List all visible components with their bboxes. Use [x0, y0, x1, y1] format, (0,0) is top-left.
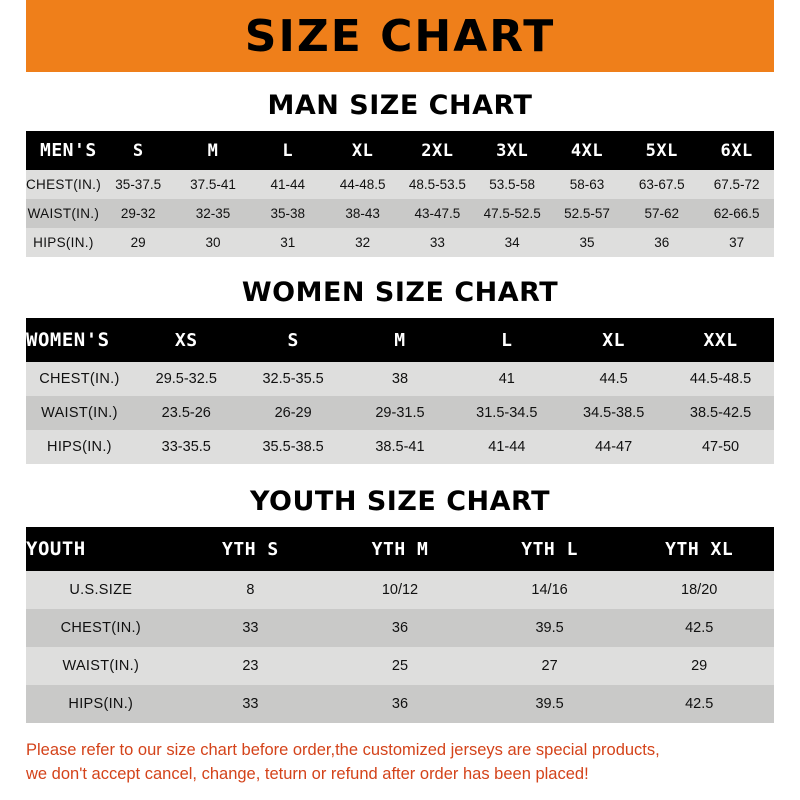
youth-waist-m: 25 — [391, 658, 409, 674]
men-row-hips-label: HIPS(IN.) — [33, 235, 94, 250]
men-section-title: MAN SIZE CHART — [267, 90, 533, 121]
men-hips-s: 29 — [130, 235, 146, 250]
women-hips-xs: 33-35.5 — [161, 439, 211, 455]
women-row-chest-label: CHEST(IN.) — [39, 371, 120, 387]
men-header-m: M — [207, 140, 219, 161]
table-header-row — [26, 527, 774, 571]
header-left-margin — [0, 0, 26, 72]
women-waist-l: 31.5-34.5 — [476, 405, 538, 421]
men-chest-2xl: 48.5-53.5 — [408, 177, 466, 192]
youth-row-waist-label: WAIST(IN.) — [62, 658, 140, 674]
women-chest-l: 41 — [498, 371, 515, 387]
table-row — [26, 199, 774, 228]
men-chest-5xl: 63-67.5 — [638, 177, 685, 192]
women-header-xs: XS — [174, 329, 198, 351]
women-waist-s: 26-29 — [274, 405, 312, 421]
women-chest-xs: 29.5-32.5 — [155, 371, 217, 387]
women-waist-m: 29-31.5 — [375, 405, 425, 421]
youth-hips-xl: 42.5 — [685, 696, 714, 712]
women-row-waist-label: WAIST(IN.) — [41, 405, 118, 421]
men-hips-3xl: 34 — [504, 235, 520, 250]
table-row — [26, 571, 774, 609]
women-hips-m: 38.5-41 — [375, 439, 425, 455]
women-hips-xl: 44-47 — [595, 439, 633, 455]
women-section-title: WOMEN SIZE CHART — [241, 277, 559, 308]
men-hips-6xl: 37 — [729, 235, 745, 250]
women-chest-xxl: 44.5-48.5 — [689, 371, 752, 387]
youth-ussize-l: 14/16 — [531, 582, 568, 598]
men-chest-4xl: 58-63 — [569, 177, 605, 192]
men-header-l: L — [282, 140, 294, 161]
table-row — [26, 362, 774, 396]
table-row — [26, 170, 774, 199]
footer-note — [26, 739, 774, 787]
page-title: SIZE CHART — [244, 10, 556, 62]
youth-hips-s: 33 — [242, 696, 259, 712]
women-row-hips-label: HIPS(IN.) — [47, 439, 112, 455]
men-header-2xl: 2XL — [421, 140, 454, 161]
header-right-margin — [774, 0, 800, 72]
youth-chest-s: 33 — [242, 620, 259, 636]
table-row — [26, 609, 774, 647]
youth-size-table — [26, 527, 774, 723]
men-header-4xl: 4XL — [570, 140, 604, 161]
men-header-5xl: 5XL — [645, 140, 678, 161]
youth-waist-s: 23 — [242, 658, 259, 674]
youth-header-m: YTH M — [371, 538, 429, 560]
women-header-l: L — [501, 329, 513, 351]
men-hips-2xl: 33 — [429, 235, 445, 250]
men-header-xl: XL — [351, 140, 374, 161]
youth-row-hips-label: HIPS(IN.) — [68, 696, 134, 712]
men-chest-xl: 44-48.5 — [339, 177, 386, 192]
table-row — [26, 228, 774, 257]
women-waist-xl: 34.5-38.5 — [583, 405, 645, 421]
men-waist-5xl: 57-62 — [644, 206, 680, 221]
table-header-row — [26, 318, 774, 362]
men-waist-xl: 38-43 — [345, 206, 380, 221]
youth-header-l: YTH L — [521, 538, 578, 560]
youth-chest-xl: 42.5 — [685, 620, 714, 636]
youth-ussize-m: 10/12 — [381, 582, 419, 598]
women-header-label: WOMEN'S — [26, 329, 110, 351]
men-hips-4xl: 35 — [579, 235, 595, 250]
women-hips-s: 35.5-38.5 — [262, 439, 324, 455]
youth-header-label: YOUTH — [26, 538, 86, 560]
men-waist-3xl: 47.5-52.5 — [483, 206, 541, 221]
table-row — [26, 647, 774, 685]
men-waist-2xl: 43-47.5 — [414, 206, 461, 221]
men-hips-xl: 32 — [355, 235, 371, 250]
youth-row-ussize-label: U.S.SIZE — [69, 582, 133, 598]
men-hips-l: 31 — [280, 235, 296, 250]
women-chest-s: 32.5-35.5 — [262, 371, 324, 387]
men-hips-5xl: 36 — [654, 235, 670, 250]
men-header-6xl: 6XL — [720, 140, 753, 161]
youth-hips-l: 39.5 — [535, 696, 564, 712]
women-size-table — [26, 318, 774, 464]
footer-note-line-2: we don't accept cancel, change, teturn or refund after order has been placed! — [26, 764, 589, 783]
header-band — [0, 0, 800, 72]
youth-waist-xl: 29 — [691, 658, 708, 674]
men-chest-3xl: 53.5-58 — [489, 177, 536, 192]
men-header-3xl: 3XL — [496, 140, 529, 161]
men-chest-s: 35-37.5 — [115, 177, 162, 192]
content-area — [0, 90, 800, 787]
men-chest-m: 37.5-41 — [190, 177, 236, 192]
women-chest-xl: 44.5 — [599, 371, 628, 387]
table-row — [26, 396, 774, 430]
women-header-m: M — [394, 329, 406, 351]
youth-header-xl: YTH XL — [665, 538, 734, 560]
women-header-s: S — [287, 329, 299, 351]
men-row-waist-label: WAIST(IN.) — [27, 206, 100, 221]
women-hips-xxl: 47-50 — [701, 439, 740, 455]
men-size-table — [26, 131, 774, 257]
men-waist-6xl: 62-66.5 — [713, 206, 760, 221]
men-row-chest-label: CHEST(IN.) — [26, 177, 101, 192]
men-waist-s: 29-32 — [120, 206, 156, 221]
table-row — [26, 430, 774, 464]
youth-waist-l: 27 — [541, 658, 558, 674]
men-waist-4xl: 52.5-57 — [564, 206, 610, 221]
men-chest-6xl: 67.5-72 — [713, 177, 760, 192]
footer-note-line-1: Please refer to our size chart before order,the customized jerseys are special products, — [26, 741, 660, 759]
men-header-label: MEN'S — [40, 140, 97, 161]
youth-chest-l: 39.5 — [535, 620, 564, 636]
men-header-s: S — [132, 140, 144, 161]
men-hips-m: 30 — [205, 235, 221, 250]
youth-section-title: YOUTH SIZE CHART — [249, 486, 551, 517]
youth-chest-m: 36 — [391, 620, 409, 636]
youth-ussize-s: 8 — [246, 582, 255, 598]
youth-header-s: YTH S — [222, 538, 279, 560]
women-chest-m: 38 — [391, 371, 409, 387]
women-hips-l: 41-44 — [488, 439, 526, 455]
men-waist-m: 32-35 — [195, 206, 231, 221]
table-row — [26, 685, 774, 723]
table-header-row — [26, 131, 774, 170]
youth-row-chest-label: CHEST(IN.) — [60, 620, 141, 636]
men-waist-l: 35-38 — [270, 206, 306, 221]
men-chest-l: 41-44 — [270, 177, 306, 192]
women-waist-xs: 23.5-26 — [161, 405, 211, 421]
women-header-xxl: XXL — [703, 329, 738, 351]
women-waist-xxl: 38.5-42.5 — [689, 405, 752, 421]
youth-hips-m: 36 — [391, 696, 409, 712]
women-header-xl: XL — [602, 329, 625, 351]
youth-ussize-xl: 18/20 — [681, 582, 718, 598]
